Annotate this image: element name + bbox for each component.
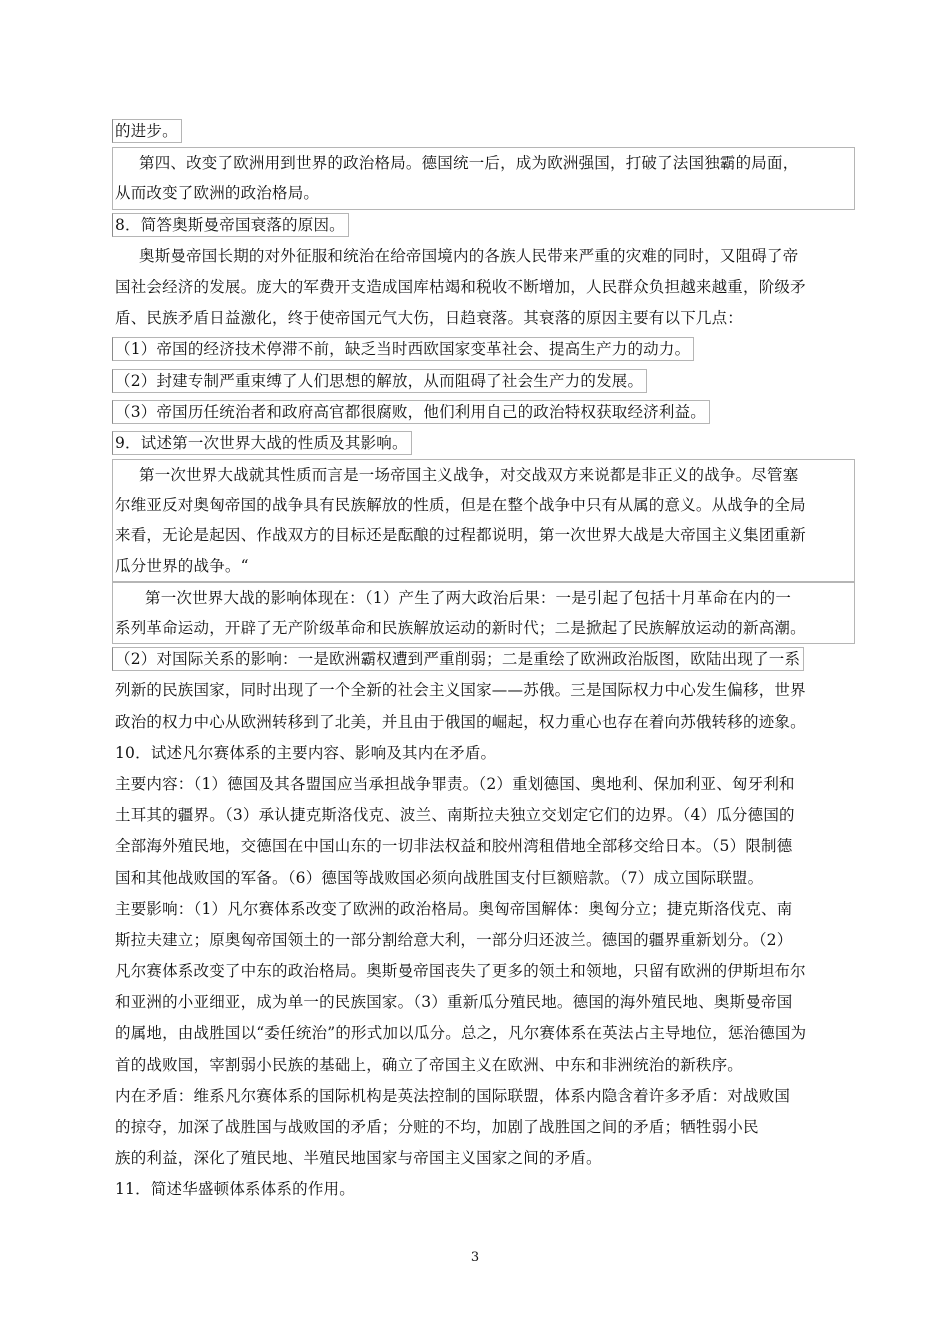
text-line: 土耳其的疆界。（3）承认捷克斯洛伐克、波兰、南斯拉夫独立交划定它们的边界。（4）瓜分德国的 bbox=[115, 806, 795, 825]
text-line: 盾、民族矛盾日益激化，终于使帝国元气大伤，日趋衰落。其衰落的原因主要有以下几点： bbox=[115, 309, 744, 328]
text-highlight: （3）帝国历任统治者和政府高官都很腐败，他们利用自己的政治特权获取经济利益。 bbox=[112, 400, 710, 424]
text-highlight: （2）对国际关系的影响：一是欧洲霸权遭到严重削弱；二是重绘了欧洲政治版图，欧陆出现了一系 bbox=[112, 647, 804, 671]
text-line: 第一次世界大战的影响体现在：（1）产生了两大政治后果：一是引起了包括十月革命在内的一 bbox=[145, 588, 792, 607]
text-highlight: （2）封建专制严重束缚了人们思想的解放，从而阻碍了社会生产力的发展。 bbox=[112, 369, 647, 393]
text-line: 凡尔赛体系改变了中东的政治格局。奥斯曼帝国丧失了更多的领土和领地，只留有欧洲的伊斯坦布尔 bbox=[115, 962, 806, 981]
text-highlight: 9．试述第一次世界大战的性质及其影响。 bbox=[112, 431, 412, 455]
text-highlight: （1）帝国的经济技术停滞不前，缺乏当时西欧国家变革社会、提高生产力的动力。 bbox=[112, 337, 694, 361]
text-highlight: 8．简答奥斯曼帝国衰落的原因。 bbox=[112, 213, 349, 237]
text-line: 尔维亚反对奥匈帝国的战争具有民族解放的性质，但是在整个战争中只有从属的意义。从战争的全局 bbox=[115, 496, 806, 515]
question-heading: 11．简述华盛顿体系体系的作用。 bbox=[115, 1180, 355, 1199]
text-line bbox=[115, 334, 855, 365]
text-line: 奥斯曼帝国长期的对外征服和统治在给帝国境内的各族人民带来严重的灾难的同时，又阻碍了帝 bbox=[139, 246, 799, 265]
document-body bbox=[115, 116, 855, 1206]
highlighted-paragraph bbox=[112, 582, 855, 644]
text-line: 主要内容：（1）德国及其各盟国应当承担战争罪责。（2）重划德国、奥地利、保加利亚、匈牙利和 bbox=[115, 774, 795, 793]
text-line: 第四、改变了欧洲用到世界的政治格局。德国统一后，成为欧洲强国，打破了法国独霸的局面， bbox=[139, 154, 799, 173]
text-line: 系列革命运动，开辟了无产阶级革命和民族解放运动的新时代；二是掀起了民族解放运动的新高潮。 bbox=[115, 619, 806, 637]
text-line: 第一次世界大战就其性质而言是一场帝国主义战争，对交战双方来说都是非正义的战争。尽管塞 bbox=[139, 466, 799, 485]
text-line: 从而改变了欧洲的政治格局。 bbox=[115, 184, 320, 203]
text-line bbox=[115, 116, 855, 147]
text-line bbox=[115, 366, 855, 397]
text-line: 族的利益，深化了殖民地、半殖民地国家与帝国主义国家之间的矛盾。 bbox=[115, 1149, 602, 1168]
question-heading bbox=[115, 210, 855, 241]
text-line: 国和其他战败国的军备。（6）德国等战败国必须向战胜国支付巨额赔款。（7）成立国际联盟。 bbox=[115, 868, 764, 887]
text-line: 的掠夺，加深了战胜国与战败国的矛盾；分赃的不均，加剧了战胜国之间的矛盾；牺牲弱小民 bbox=[115, 1118, 759, 1136]
text-line: 瓜分世界的战争。“ bbox=[115, 556, 249, 575]
text-line bbox=[115, 644, 855, 675]
text-line: 来看，无论是起因、作战双方的目标还是酝酿的过程都说明，第一次世界大战是大帝国主义集团重新 bbox=[115, 526, 806, 545]
text-highlight: 的进步。 bbox=[112, 119, 182, 143]
text-line: 主要影响：（1）凡尔赛体系改变了欧洲的政治格局。奥匈帝国解体：奥匈分立；捷克斯洛伐克、南 bbox=[115, 899, 793, 918]
text-line: 首的战败国，宰割弱小民族的基础上，确立了帝国主义在欧洲、中东和非洲统治的新秩序。 bbox=[115, 1055, 744, 1074]
text-line: 国社会经济的发展。庞大的军费开支造成国库枯竭和税收不断增加，人民群众负担越来越重，阶级矛 bbox=[115, 277, 806, 296]
text-line: 斯拉夫建立；原奥匈帝国领土的一部分割给意大利，一部分归还波兰。德国的疆界重新划分。（2） bbox=[115, 930, 793, 949]
highlighted-paragraph bbox=[112, 147, 855, 209]
text-line bbox=[115, 397, 855, 428]
question-heading: 10．试述凡尔赛体系的主要内容、影响及其内在矛盾。 bbox=[115, 743, 497, 762]
text-line: 和亚洲的小亚细亚，成为单一的民族国家。（3）重新瓜分殖民地。德国的海外殖民地、奥斯曼帝国 bbox=[115, 993, 793, 1012]
text-line: 列新的民族国家，同时出现了一个全新的社会主义国家——苏俄。三是国际权力中心发生偏移，世界 bbox=[115, 681, 806, 700]
text-line: 政治的权力中心从欧洲转移到了北美，并且由于俄国的崛起，权力重心也存在着向苏俄转移的迹象。 bbox=[115, 712, 806, 731]
question-heading bbox=[115, 428, 855, 459]
highlighted-paragraph bbox=[112, 459, 855, 582]
page-number: 3 bbox=[470, 1250, 480, 1265]
text-line: 的属地，由战胜国以“委任统治”的形式加以瓜分。总之，凡尔赛体系在英法占主导地位，惩治德国为 bbox=[115, 1024, 807, 1043]
text-line: 内在矛盾：维系凡尔赛体系的国际机构是英法控制的国际联盟，体系内隐含着许多矛盾：对战败国 bbox=[115, 1086, 791, 1105]
text-line: 全部海外殖民地，交德国在中国山东的一切非法权益和胶州湾租借地全部移交给日本。（5）限制德 bbox=[115, 837, 793, 856]
